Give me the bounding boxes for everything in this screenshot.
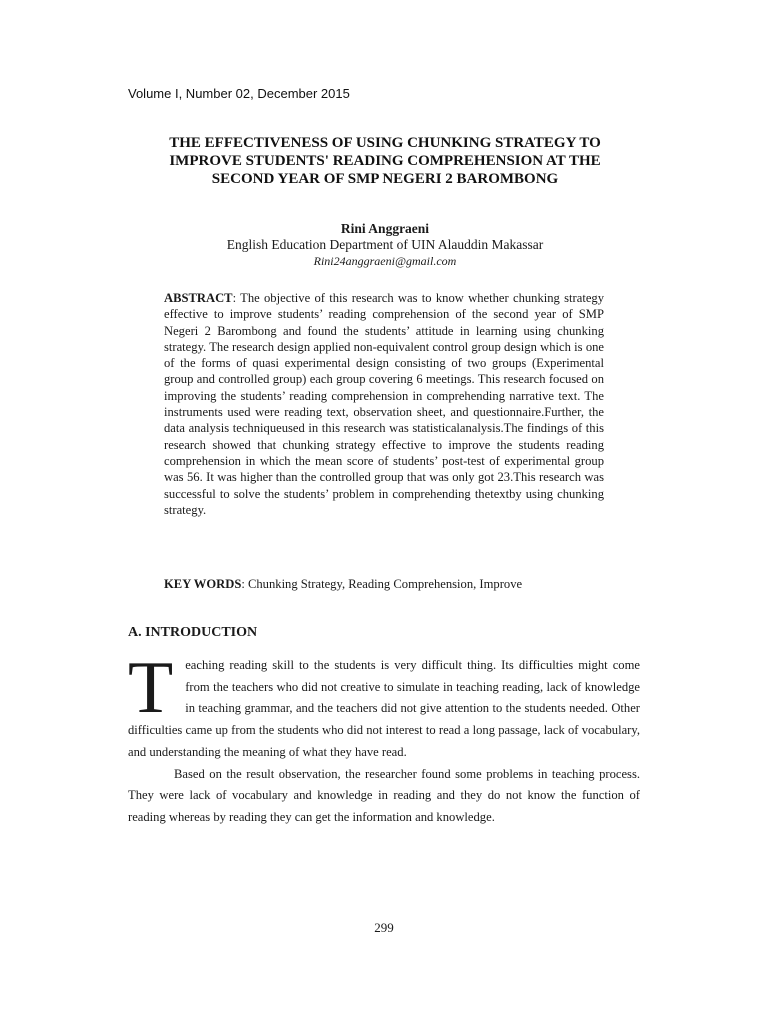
abstract-label: ABSTRACT — [164, 291, 233, 305]
author-affiliation: English Education Department of UIN Alauddin Makassar — [226, 237, 544, 252]
title-line-1: THE EFFECTIVENESS OF USING CHUNKING STRATEGY TO — [169, 135, 601, 151]
keywords — [164, 576, 624, 592]
abstract — [164, 290, 604, 518]
journal-header: Volume I, Number 02, December 2015 — [128, 86, 350, 101]
keywords-label: KEY WORDS — [164, 577, 242, 591]
introduction-body — [128, 647, 640, 829]
title-line-3: SECOND YEAR OF SMP NEGERI 2 BAROMBONG — [211, 171, 559, 187]
author-name: Rini Anggraeni — [340, 221, 430, 236]
title-line-2: IMPROVE STUDENTS' READING COMPREHENSION AT THE — [169, 153, 601, 169]
intro-paragraph-1 — [128, 647, 640, 764]
author-email: Rini24anggraeni@gmail.com — [313, 254, 457, 268]
abstract-text: : The objective of this research was to know whether chunking strategy effective to improve students’ reading comprehension of the second year of SMP Negeri 2 Barombong and found the students’ attitude in learning using chunking strategy. The research design applied non-equivalent control group design which is one of the forms of quasi experimental design consisting of two groups (Experimental group and controlled group) each group covering 6 meetings. This research focused on improving the students’ reading comprehension in comprehending narrative text. The instruments used were reading text, observation sheet, and questionnaire.Further, the data analysis techniqueused in this research was statisticalanalysis.The findings of this research showed that chunking strategy effective to improve the students reading comprehension in which the mean score of students’ post-test of experimental group was 56. It was higher than the controlled group that was only got 23.This research was successful to solve the students’ problem in comprehending thetextby using chunking strategy. — [164, 291, 604, 517]
section-heading-introduction: A. INTRODUCTION — [128, 625, 258, 640]
drop-cap: T — [128, 647, 174, 729]
page-number: 299 — [374, 920, 394, 935]
intro-paragraph-2: Based on the result observation, the researcher found some problems in teaching process. They were lack of vocabulary and knowledge in reading and they do not know the function of reading whereas by reading they can get the information and knowledge. — [128, 766, 640, 824]
article-title — [120, 134, 650, 188]
author-block — [120, 221, 650, 269]
keywords-text: : Chunking Strategy, Reading Comprehension, Improve — [241, 577, 523, 591]
intro-paragraph-1-text: eaching reading skill to the students is very difficult thing. Its difficulties might come from the teachers who did not creative to simulate in teaching reading, lack of knowledge in teaching grammar, and the teachers did not give attention to the students needed. Other difficulties came up from the students who did not interest to read a long passage, lack of vocabulary, and understanding the meaning of what they have read. — [128, 658, 640, 759]
